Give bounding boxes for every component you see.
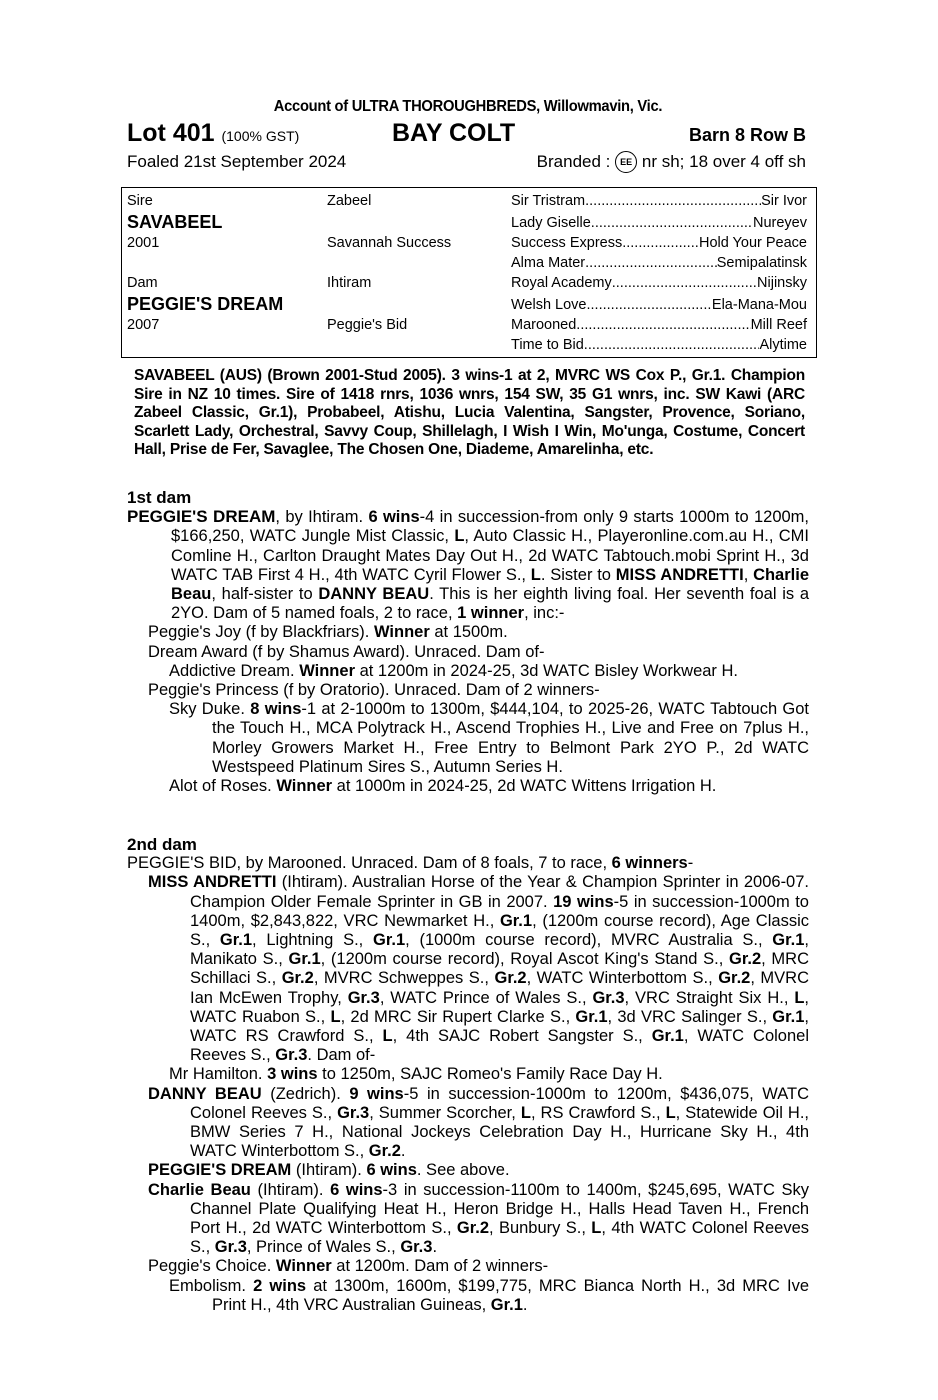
ancestor-row: Success Express ..... Hold Your Peace <box>511 233 807 253</box>
first-dam-section <box>127 488 809 796</box>
first-dam-entry: PEGGIE'S DREAM, by Ihtiram. 6 wins-4 in succession-from only 9 starts 1000m to 1200m, $166,250, WATC Jungle Mist Classic, L, Auto Classic H., Playeronline.com.au H., CMI Comline H., Carlton Draught Mates Day Out H., 2d WATC Tabtouch.mobi Sprint H., 3d WATC TAB First 4 H., 4th WATC Cyril Flower S., L. Sister to MISS ANDRETTI, Charlie Beau, half-sister to DANNY BEAU. This is her eighth living foal. Her seventh foal is a 2YO. Dam of 5 named foals, 2 to race, 1 winner, inc:- <box>127 507 810 623</box>
catalogue-page <box>127 96 809 176</box>
second-dam-heading: 2nd dam <box>127 835 197 854</box>
progeny-item: Sky Duke. 8 wins-1 at 2-1000m to 1300m, $444,104, to 2025-26, WATC Tabtouch Got the Touch H., MCA Polytrack H., Ascend Trophies H., Live and Free on 7plus H., Morley Growers Market H., Free Entry to Belmont Park 2YO P., 2d WATC Westspeed Platinum Sires S., Autumn Series H. <box>169 700 810 776</box>
gst-note: (100% GST) <box>221 128 300 144</box>
progeny-peggies-choice: Peggie's Choice. Winner at 1200m. Dam of 2 winners- <box>148 1257 549 1276</box>
ancestor-row: Lady Giselle ..... Nureyev <box>511 213 807 233</box>
barn-location: Barn 8 Row B <box>688 125 806 145</box>
progeny-item: Peggie's Princess (f by Oratorio). Unraced. Dam of 2 winners- <box>148 681 600 700</box>
second-dam-section <box>127 835 809 1315</box>
horse-sex-colour: BAY COLT <box>392 119 516 147</box>
progeny-item: Peggie's Joy (f by Blackfriars). Winner at 1500m. <box>148 623 508 642</box>
sire-sire: Zabeel <box>327 193 372 209</box>
branded-label: Branded : <box>536 152 611 171</box>
dam-year: 2007 <box>127 317 160 333</box>
brand-info <box>537 148 806 176</box>
first-dam-heading: 1st dam <box>127 488 192 507</box>
sire-label: Sire <box>127 193 153 209</box>
sire-year: 2001 <box>127 235 160 251</box>
ancestor-row: Sir Tristram ..... Sir Ivor <box>511 191 807 211</box>
foaled-date: Foaled 21st September 2024 <box>127 152 347 171</box>
pedigree-table <box>121 187 817 358</box>
progeny-item: Dream Award (f by Shamus Award). Unraced. Dam of- <box>148 642 545 661</box>
progeny-miss-andretti: MISS ANDRETTI (Ihtiram). Australian Horse of the Year & Champion Sprinter in 2006-07. Champion Older Female Sprinter in GB in 2007. 19 wins-5 in succession-1000m to 1400m, $2,843,822, VRC Newmarket H., Gr.1, (1200m course record), Age Classic S., Gr.1, Lightning S., Gr.1, (1000m course record), MVRC Australia S., Gr.1, Manikato S., Gr.1, (1200m course record), Royal Ascot King's Stand S., Gr.2, MRC Schillaci S., Gr.2, MVRC Schweppes S., Gr.2, WATC Winterbottom S., Gr.2, MVRC Ian McEwen Trophy, Gr.3, WATC Prince of Wales S., Gr.3, VRC Straight Six H., L, WATC Ruabon S., L, 2d MRC Sir Rupert Clarke S., Gr.1, 3d VRC Salinger S., Gr.1, WATC RS Crawford S., L, 4th SAJC Robert Sangster S., Gr.1, WATC Colonel Reeves S., Gr.3. Dam of- <box>148 873 809 1065</box>
progeny-embolism: Embolism. 2 wins at 1300m, 1600m, $199,775, MRC Bianca North H., 3d MRC Ive Print H., 4th VRC Australian Guineas, Gr.1. <box>169 1276 809 1314</box>
lot-row <box>127 118 809 148</box>
progeny-item: Alot of Roses. Winner at 1000m in 2024-25, 2d WATC Wittens Irrigation H. <box>169 777 717 796</box>
progeny-item: Addictive Dream. Winner at 1200m in 2024-25, 3d WATC Bisley Workwear H. <box>169 661 739 680</box>
sire-summary: SAVABEEL (AUS) (Brown 2001-Stud 2005). 3 wins-1 at 2, MVRC WS Cox P., Gr.1. Champion Sire in NZ 10 times. Sire of 1418 rnrs, 1036 wnrs, 154 SW, 35 G1 wnrs, inc. SW Kawi (ARC Zabeel Classic, Gr.1), Probabeel, Atishu, Lucia Valentina, Sangster, Provence, Soriano, Scarlett Lady, Orchestral, Savvy Coup, Shillelagh, I Wish I Win, Mo'unga, Costume, Concert Hall, Prise de Fer, Savaglee, The Chosen One, Diademe, Amarelinha, etc. <box>134 367 805 458</box>
progeny-charlie-beau: Charlie Beau (Ihtiram). 6 wins-3 in succession-1100m to 1400m, $245,695, WATC Sky Channel Plate Qualifying Heat H., Heron Bridge H., Halls Head Taven H., French Port H., 2d WATC Winterbottom S., Gr.2, Bunbury S., L, 4th WATC Colonel Reeves S., Gr.3, Prince of Wales S., Gr.3. <box>148 1180 810 1257</box>
dam-sire: Ihtiram <box>327 275 372 291</box>
sire-dam: Savannah Success <box>327 235 452 251</box>
ancestor-row: Royal Academy ..... Nijinsky <box>511 273 807 293</box>
foal-row <box>127 148 809 176</box>
brand-icon: EE <box>615 151 637 173</box>
dam-dam: Peggie's Bid <box>327 317 408 333</box>
second-dam-intro: PEGGIE'S BID, by Marooned. Unraced. Dam of 8 foals, 7 to race, 6 winners- <box>127 854 694 873</box>
dam-label: Dam <box>127 275 158 291</box>
progeny-peggies-dream: PEGGIE'S DREAM (Ihtiram). 6 wins. See above. <box>148 1161 510 1180</box>
ancestor-row: Marooned ..... Mill Reef <box>511 315 807 335</box>
ancestor-row: Welsh Love ..... Ela-Mana-Mou <box>511 295 807 315</box>
lot-label: Lot 401 <box>127 119 215 147</box>
branded-value: nr sh; 18 over 4 off sh <box>641 152 806 171</box>
dam-name: PEGGIE'S DREAM <box>127 294 284 314</box>
vendor-account: Account of ULTRA THOROUGHBREDS, Willowmavin, Vic. <box>273 98 663 115</box>
progeny-danny-beau: DANNY BEAU (Zedrich). 9 wins-5 in succession-1000m to 1200m, $436,075, WATC Colonel Reeves S., Gr.3, Summer Scorcher, L, RS Crawford S., L, Statewide Oil H., BMW Series 7 H., National Jockeys Celebration Day H., Hurricane Sky H., 4th WATC Winterbottom S., Gr.2. <box>148 1084 809 1161</box>
dam-name: PEGGIE'S DREAM <box>127 507 276 527</box>
lot-number <box>127 118 299 151</box>
progeny-mr-hamilton: Mr Hamilton. 3 wins to 1250m, SAJC Romeo's Family Race Day H. <box>169 1065 663 1084</box>
ancestor-row: Alma Mater ..... Semipalatinsk <box>511 253 807 273</box>
sire-name: SAVABEEL <box>127 212 223 232</box>
ancestor-row: Time to Bid ..... Alytime <box>511 335 807 355</box>
